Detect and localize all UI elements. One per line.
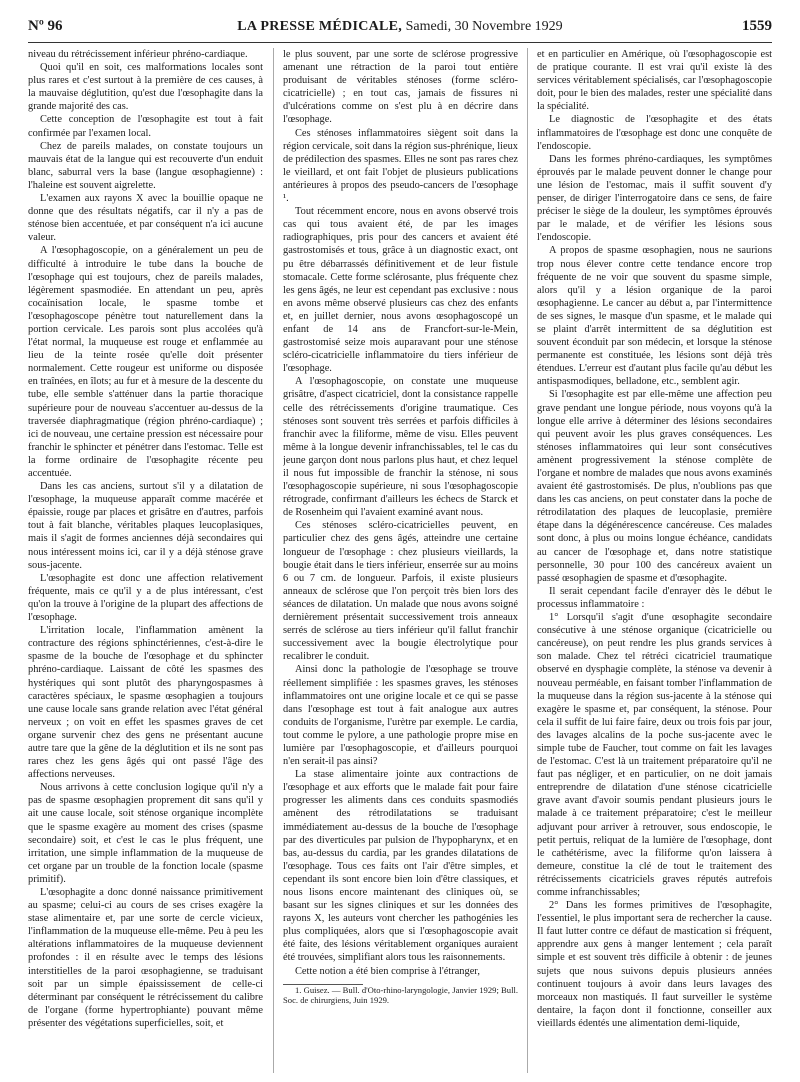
page-number: 1559 bbox=[742, 18, 772, 34]
paragraph: A l'œsophagoscopie, on constate une muqueuse grisâtre, d'aspect cicatriciel, dont la consistance rappelle celle des rétrécissements d'origine traumatique. Ces sténoses sont souvent très serrées et parfois difficiles à franchir avec la filiforme, même de visu. Elles peuvent même à la longue devenir infranchissables, tel le cas du jeune garçon dont nous parlons plus haut, et chez lequel il nous fut impossible de franchir la sténose, ni sous l'œsophagoscopie supérieure, ni sous l'œsophagoscopie rétrograde, confirmant d'ailleurs les échecs de Starck et de Rosenheim qui l'avaient examiné avant nous. bbox=[283, 376, 518, 519]
paragraph: A l'œsophagoscopie, on a généralement un peu de difficulté à introduire le tube dans la bouche de l'œsophage qui est toujours, chez de pareils malades, légèrement spasmodiée. En attendant un peu, après cocaïnisation locale, le spasme tombe et l'œsophagoscope pénètre tout naturellement dans la portion cervicale. Les parois sont plus accolées qu'à l'état normal, la muqueuse est rouge et enflammée au lieu de la teinte rosée qu'elle doit présenter normalement. Cette rougeur est uniforme ou disposée en traînées, en îlots; au fur et à mesure de la descente du tube, elle semble s'atténuer dans la partie thoracique supérieure pour de nouveau s'accentuer au-dessus de la traversée diaphragmatique (région phréno-cardiaque) ; ici de nouveau, une certaine pression est nécessaire pour franchir le sphincter et pénétrer dans l'estomac. Telle est la forme ordinaire de l'œsophagite récente peu accentuée. bbox=[28, 245, 263, 479]
paragraph: Dans les cas anciens, surtout s'il y a dilatation de l'œsophage, la muqueuse apparaît comme macérée et épaissie, rouge par places et grisâtre en d'autres, parfois tout à fait blanche, véritables plaques leucoplasiques, mais il s'agit de formes anciennes déjà secondaires qui nous intéressent moins ici, car il y a déjà sténose grave sous-jacente. bbox=[28, 481, 263, 571]
paragraph: Nous arrivons à cette conclusion logique qu'il n'y a pas de spasme œsophagien proprement dit sans qu'il y ait une cause locale, soit sténose organique incomplète que le spasme exagère au moment des crises (spasme secondaire) soit, et c'est le cas le plus fréquent, une irritation, une simple inflammation de la muqueuse de cet organe par un trouble de la fonction locale (spasme primitif). bbox=[28, 782, 263, 885]
paragraph: Dans les formes phréno-cardiaques, les symptômes éprouvés par le malade peuvent donner le change pour une lésion de l'estomac, mais il suffit souvent d'y penser, de diriger l'interrogatoire dans ce sens, de faire préciser le siège de la douleur, les symptômes éprouvés par le malade, et de vérifier les lésions sous l'endoscopie. bbox=[537, 153, 772, 244]
column-2 bbox=[283, 48, 518, 1076]
paragraph: Si l'œsophagite est par elle-même une affection peu grave pendant une longue période, nous voyons qu'à la longue elle arrive à déterminer des lésions secondaires qui peuvent avoir les plus graves conséquences. Les sténoses inflammatoires qui leur sont consécutives amènent progressivement la sténose complète de l'organe et nombre de malades que nous avons examinés avaient été gastrostomisés. De plus, n'oublions pas que dans les cas anciens, on peut constater dans la poche de rétrodilatation des plaques de leucoplasie, première étape dans la dégénérescence cancéreuse. Ces malades sont donc, à plus ou moins longue échéance, candidats au cancer de l'œsophage et, dans notre statistique personnelle, 30 pour 100 des cancéreux avaient un passé œsophagien de spasme et d'œsophagite. bbox=[537, 389, 772, 584]
paragraph: Tout récemment encore, nous en avons observé trois cas qui tous avaient été, de par les images radiographiques, pris pour des cancers et avaient été gastrostomisés et tous, grâce à un diagnostic exact, ont pu être débarrassés définitivement et de leur fistule stomacale. Cette forme sclérosante, plus fréquente chez les gens âgés, ne leur est cependant pas exclusive : nous en avons même observé plusieurs cas chez des enfants et, en juillet dernier, nous avons œsophagoscopé un enfant de 14 ans de Francfort-sur-le-Mein, gastrostomisé seize mois auparavant pour une sténose scléro-cicatricielle inflammatoire du tiers inférieur de l'œsophage. bbox=[283, 206, 518, 375]
column-1 bbox=[28, 48, 263, 1076]
paragraph: niveau du rétrécissement inférieur phréno-cardiaque. bbox=[28, 49, 248, 60]
paragraph: Quoi qu'il en soit, ces malformations locales sont plus rares et c'est surtout à la première de ces causes, à la mauvaise déglutition, qu'est due l'œsophagite dans la grande majorité des cas. bbox=[28, 62, 263, 113]
page-header bbox=[28, 18, 772, 40]
paragraph: L'œsophagite a donc donné naissance primitivement au spasme; celui-ci au cours de ses crises exagère la stase alimentaire et, par une sorte de cercle vicieux, l'inflammation de la muqueuse elle-même. Peu à peu les altérations inflammatoires de la muqueuse deviennent profondes : il en résulte avec le temps des lésions interstitielles de la paroi œsophagienne, se traduisant soit par un simple épaississement de celle-ci déterminant par conséquent le rétrécissement du calibre de l'organe (forme hypertrophiante) pouvant même présenter des végétations superficielles, soit, et bbox=[28, 887, 263, 1029]
paragraph: Cette conception de l'œsophagite est tout à fait confirmée par l'examen local. bbox=[28, 114, 263, 139]
paragraph: Il serait cependant facile d'enrayer dès le début le processus inflammatoire : bbox=[537, 585, 772, 610]
paragraph: le plus souvent, par une sorte de sclérose progressive amenant une rétraction de la paroi tout entière produisant de véritables sténoses (forme scléro-cicatricielle) ; en tout cas, jamais de fissures ni d'ulcérations comme on s'est plu à en décrire dans l'œsophage. bbox=[283, 49, 518, 126]
paragraph: A propos de spasme œsophagien, nous ne saurions trop nous élever contre cette tendance encore trop fréquente de ne voir que souvent du spasme simple, alors qu'il y a lésion organique de la paroi œsophagienne. Le cancer au début a, par l'intermittence de ses signes, le masque d'un spasme, et le malade qui se plaint d'arrêt intermittent de sa déglutition est souvent éconduit par son médecin, et lorsque la sténose permanente est constituée, les lésions sont déjà très étendues. L'erreur est d'autant plus facile qu'au début les antispasmodiques, belladone, etc., semblent agir. bbox=[537, 245, 772, 388]
running-title bbox=[28, 19, 772, 35]
paragraph: 2° Dans les formes primitives de l'œsophagite, l'essentiel, le plus important sera de rechercher la cause. Il faut lutter contre ce défaut de mastication si fréquent, apprendre aux gens à manger lentement ; cela paraît simple et est souvent très difficile à obtenir : de jeunes sujets que nous suivons depuis plusieurs années continuent toujours à avoir dans leurs lavages des morceaux non mastiqués. Il faut surveiller le système dentaire, la façon dont il fonctionne, conseiller aux vieillards édentés une alimentation demi-liquide, bbox=[537, 900, 772, 1029]
paragraph: et en particulier en Amérique, où l'œsophagoscopie est de pratique courante. Il est vrai qu'il existe là des services véritablement spécialisés, car l'œsophagoscopie doit, pour le bien des malades, rester une spécialité dans la spécialité. bbox=[537, 49, 772, 113]
paragraph: Ces sténoses inflammatoires siègent soit dans la région cervicale, soit dans la région sus-phrénique, lieux de prédilection des spasmes. Elles ne sont pas rares chez le vieillard, et ont fait l'objet de plusieurs publications antérieures à propos des pseudo-cancers de l'œsophage ¹. bbox=[283, 127, 518, 205]
header-rule bbox=[28, 42, 772, 43]
paragraph: L'œsophagite est donc une affection relativement fréquente, mais ce qu'il y a de plus intéressant, c'est qu'on la trouve à l'origine de la plupart des affections de l'œsophage. bbox=[28, 572, 263, 624]
journal-name: LA PRESSE MÉDICALE, bbox=[237, 19, 403, 34]
column-divider bbox=[527, 48, 528, 1073]
paragraph: Le diagnostic de l'œsophagite et des états inflammatoires de l'œsophage est donc une conquête de l'endoscopie. bbox=[537, 114, 772, 152]
paragraph: 1° Lorsqu'il s'agit d'une œsophagite secondaire consécutive à une sténose organique (cicatricielle ou cancéreuse), on peut rendre les plus grands services à son malade. Chez tel rétréci cicatriciel traumatique observé en dysphagie complète, la sténose va devenir à nouveau perméable, en faisant tomber l'inflammation de la muqueuse dans la région sus-jacente à la sténose qui exagère le spasme et, par conséquent, la sténose. Pour cela il suffit de lui faire faire, deux ou trois fois par jour, des lavages alcalins de la poche sus-jacente avec le simple tube de Faucher, tout comme on fait les lavages de l'estomac. C'est là un traitement préparatoire qu'il ne faut pas négliger, et en particulier, on ne doit jamais entreprendre de dilatation d'une sténose cicatricielle grave avant d'avoir soumis pendant plusieurs jours le malade à ce traitement préparatoire; c'est le meilleur adjuvant pour arriver à retrouver, sous endoscopie, le petit pertuis, reliquat de la lumière de l'œsophage, dont le cathétérisme, avec la filiforme qu'on laissera à demeure, constitue la clé de tout le traitement des rétrécissements cicatriciels graves réputés autrefois comme infranchissables; bbox=[537, 612, 772, 898]
paragraph: L'irritation locale, l'inflammation amènent la contracture des régions sphinctériennes, c'est-à-dire le spasme de la bouche de l'œsophage et du sphincter phréno-cardiaque. Laissant de côté les spasmes des hystériques qui sont plutôt des pharyngospasmes à caractères spéciaux, le spasme œsophagien a toujours une cause locale sans grande relation avec l'état général nerveux ; on voit en effet les spasmes graves de cet organe survenir chez des gens ne présentant aucune autre tare que la gêne de la déglutition et ils ne sont pas rares chez les gens âgés qui ont passé l'âge des affections nerveuses. bbox=[28, 625, 263, 781]
paragraph: Ces sténoses scléro-cicatricielles peuvent, en particulier chez des gens âgés, atteindre une certaine longueur de l'œsophage : chez plusieurs vieillards, la bougie était dans le tiers inférieur, enserrée sur au moins 6 ou 7 cm. de longueur. Parfois, il existe plusieurs anneaux de sclérose que l'on perçoit très bien lors des séances de dilatation. Un malade que nous avons soigné dernièrement présentait successivement trois anneaux serrés de sclérose au tiers inférieur qu'il fallut franchir successivement avec la bougie électrolytique pour recalibrer le conduit. bbox=[283, 520, 518, 663]
issue-date: Samedi, 30 Novembre 1929 bbox=[402, 19, 563, 34]
column-3 bbox=[537, 48, 772, 1076]
paragraph: L'examen aux rayons X avec la bouillie opaque ne donne que des résultats négatifs, car il n'y a pas de sténose bien accentuée, et par conséquent n'a ici aucune valeur. bbox=[28, 193, 263, 244]
paragraph: Ainsi donc la pathologie de l'œsophage se trouve réellement simplifiée : les spasmes graves, les sténoses inflammatoires ont une origine locale et ce qui se passe dans l'œsophage est tout à fait analogue aux autres conduits de l'organisme, l'urètre par exemple. Le cardia, tout comme le pylore, a une pathologie propre mise en lumière par l'œsophagoscopie, et d'ailleurs pourquoi n'en serait-il pas ainsi? bbox=[283, 664, 518, 768]
column-divider bbox=[273, 48, 274, 1073]
paragraph: La stase alimentaire jointe aux contractions de l'œsophage et aux efforts que le malade fait pour faire progresser les aliments dans ces conduits spasmodiés amènent des rétrodilatations se traduisant immédiatement au-dessus de la bouche de l'œsophage par des diverticules par pulsion de l'hypopharynx, et en bas, au-dessus du cardia, par les grandes dilatations de l'œsophage. Tous ces faits ont l'air d'être simples, et cependant ils sont encore bien loin d'être classiques, et nous lisons encore maintenant des cliniques où, se basant sur les signes cliniques et sur les données des rayons X, les auteurs vont chercher les pathogénies les plus compliquées, alors que si l'œsophagoscopie avait été faite, des lésions véritablement organiques auraient été trouvées, simplifiant alors tous les raisonnements. bbox=[283, 769, 518, 964]
paragraph: Chez de pareils malades, on constate toujours un mauvais état de la langue qui est recouverte d'un enduit blanc, saburral vers la base (langue œsophagienne) : l'haleine est souvent aigrelette. bbox=[28, 140, 263, 191]
paragraph: Cette notion a été bien comprise à l'étranger, bbox=[295, 965, 480, 977]
footnote: 1. Guisez. — Bull. d'Oto-rhino-laryngologie, Janvier 1929; Bull. Soc. de chirurgiens, Juin 1929. bbox=[283, 984, 518, 1006]
issue-number: Nº 96 bbox=[28, 18, 63, 34]
